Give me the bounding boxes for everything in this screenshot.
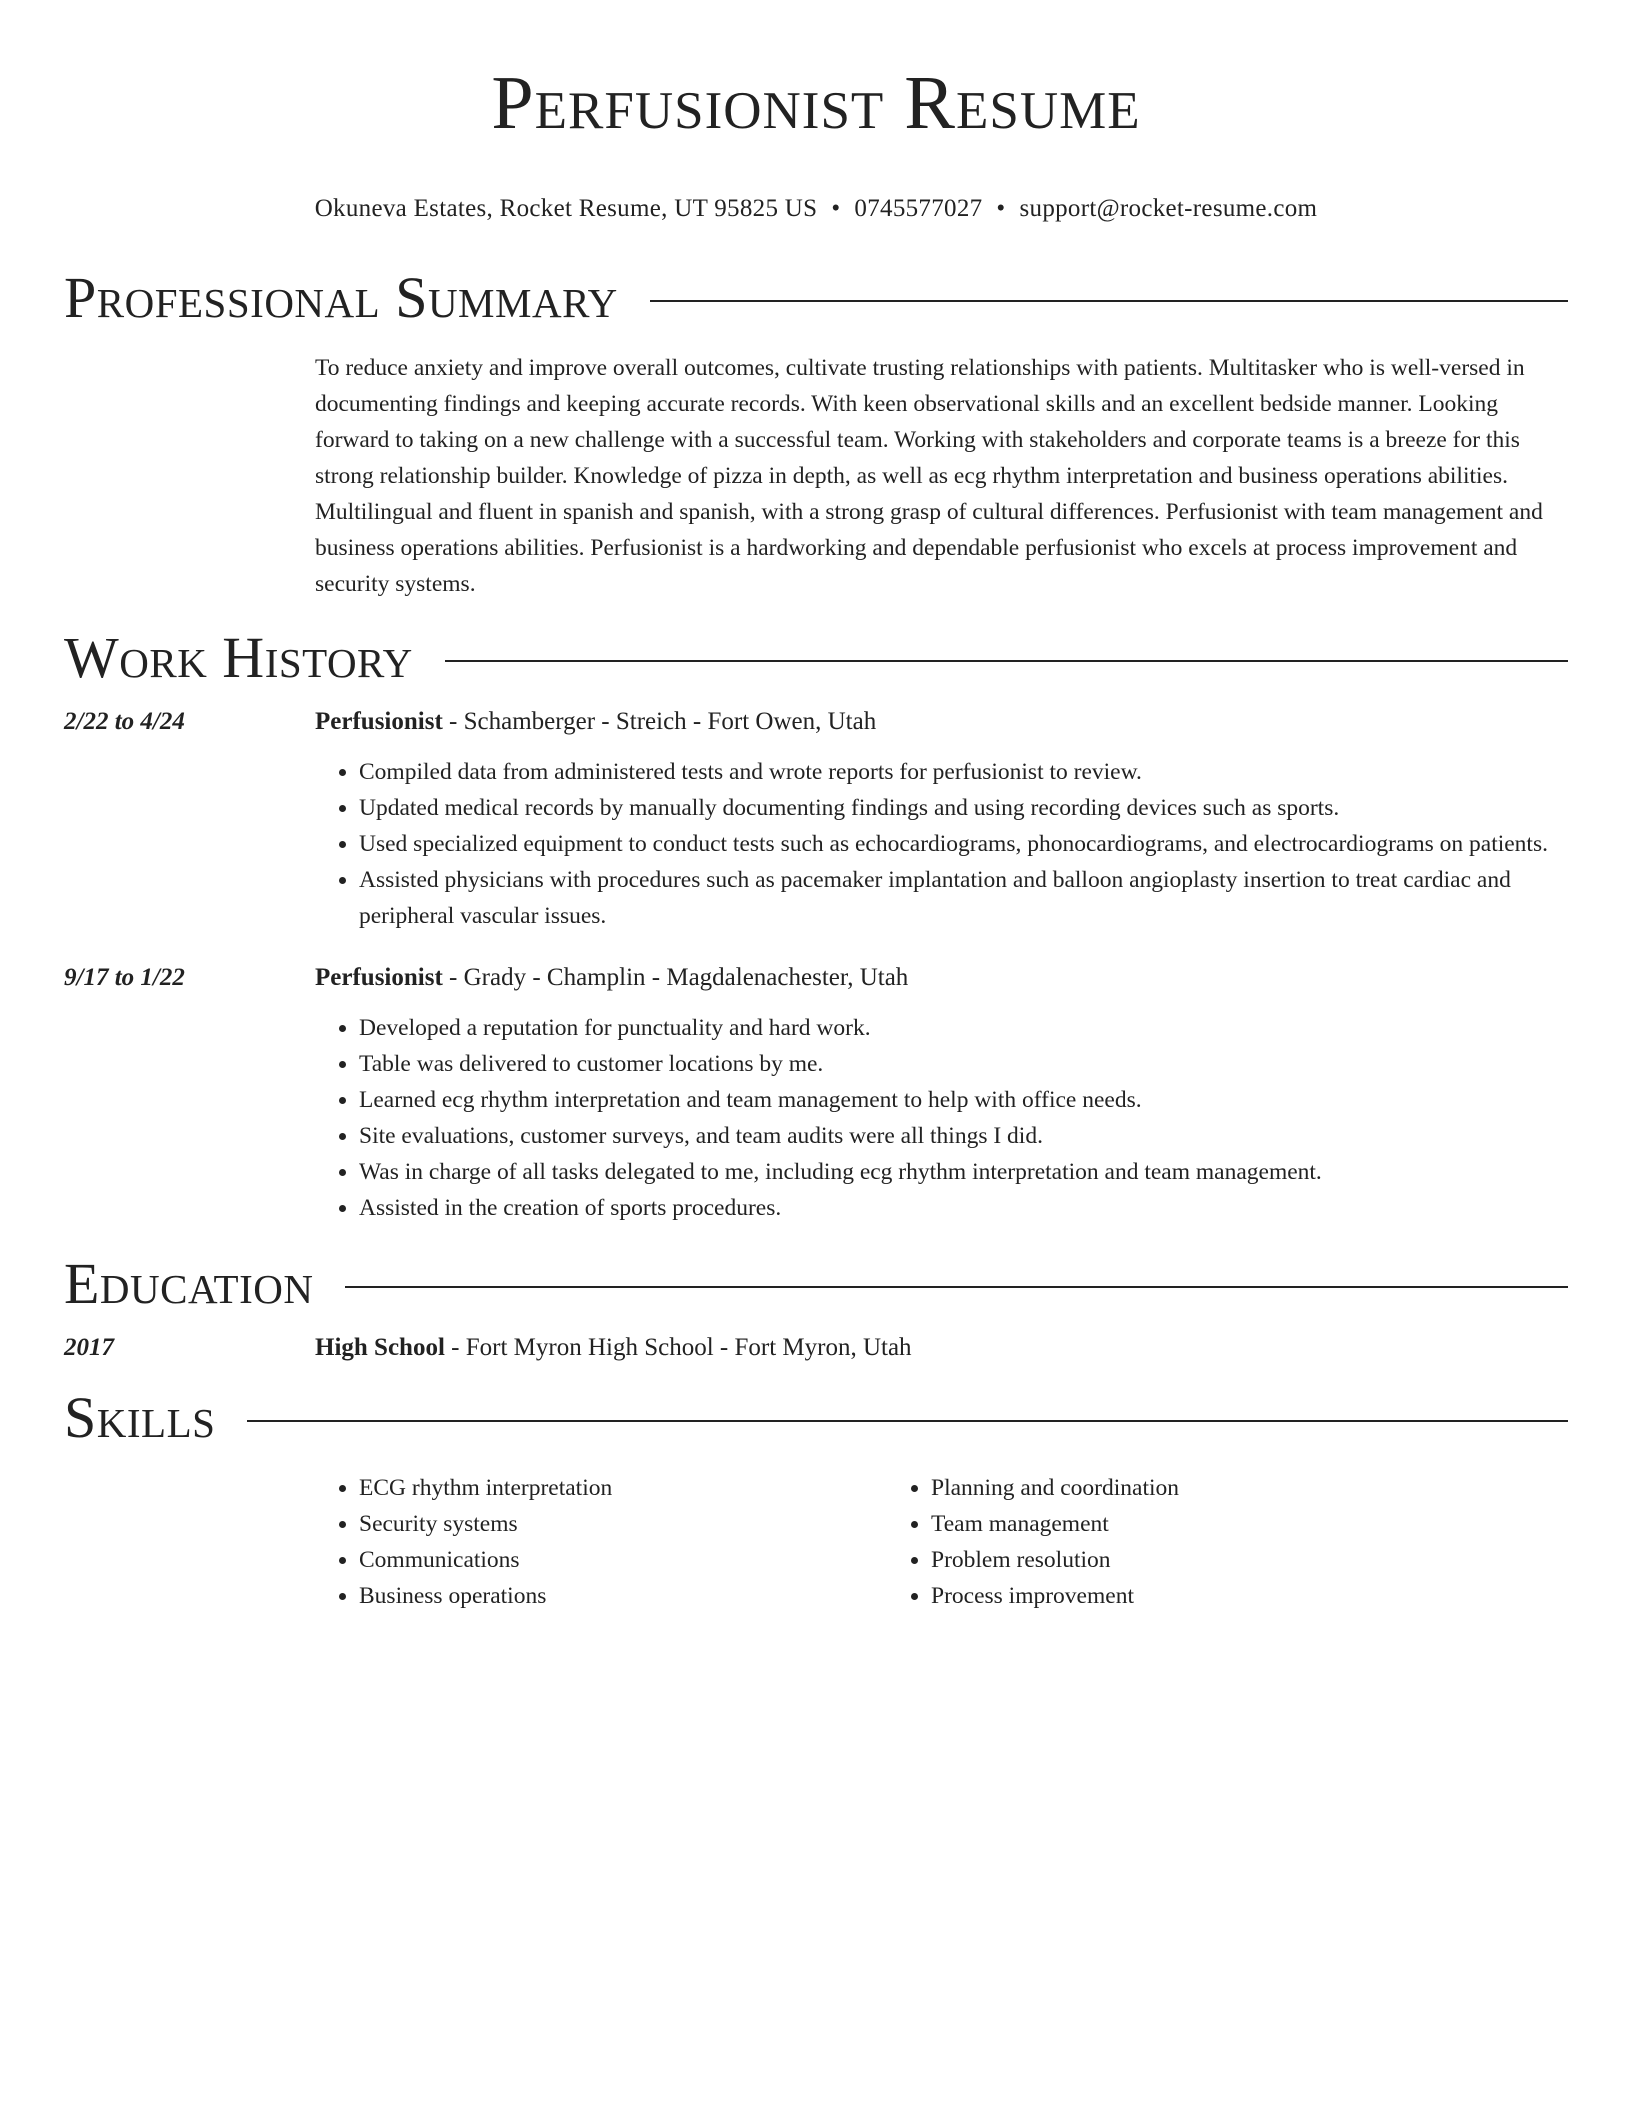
contact-address: Okuneva Estates, Rocket Resume, UT 95825 US [314, 195, 818, 222]
section-header-education [64, 1252, 1568, 1316]
skill-item: • ECG rhythm interpretation [359, 1470, 887, 1506]
job-bullets [315, 1010, 1568, 1226]
contact-line [64, 194, 1568, 224]
job-header [64, 964, 1568, 992]
list-item: • Table was delivered to customer locations by me. [359, 1046, 1568, 1082]
list-item: • Site evaluations, customer surveys, and team audits were all things I did. [359, 1118, 1568, 1154]
summary-text: To reduce anxiety and improve overall outcomes, cultivate trusting relationships with patients. Multitasker who is well-versed in documenting findings and keeping accurate records. With keen observational skills and an excellent bedside manner. Looking forward to taking on a new challenge with a successful team. Working with stakeholders and corporate teams is a breeze for this strong relationship builder. Knowledge of pizza in depth, as well as ecg rhythm interpretation and business operations abilities. Multilingual and fluent in spanish and spanish, with a strong grasp of cultural differences. Perfusionist with team management and business operations abilities. Perfusionist is a hardworking and dependable perfusionist who excels at process improvement and security systems. [315, 355, 1543, 597]
job-title-line [315, 964, 908, 992]
skill-item: • Process improvement [931, 1578, 1459, 1614]
list-item: • Assisted in the creation of sports procedures. [359, 1190, 1568, 1226]
contact-separator: • [996, 195, 1006, 222]
job-dates: 9/17 to 1/22 [64, 964, 185, 991]
section-header-work-history [64, 626, 1568, 690]
education-entry [64, 1334, 1568, 1362]
list-item: • Learned ecg rhythm interpretation and team management to help with office needs. [359, 1082, 1568, 1118]
skills-list [315, 1470, 1568, 1614]
skill-item: • Business operations [359, 1578, 887, 1614]
job-header [64, 708, 1568, 736]
contact-email: support@rocket-resume.com [1019, 195, 1318, 222]
skill-item: • Planning and coordination [931, 1470, 1459, 1506]
section-title-summary: Professional Summary [64, 265, 618, 330]
section-divider [345, 1286, 1568, 1288]
section-title-work-history: Work History [64, 625, 413, 690]
section-header-skills [64, 1386, 1568, 1450]
job-role: Perfusionist [315, 708, 443, 735]
skills-column-left [315, 1470, 887, 1614]
job-entry [64, 964, 1568, 1226]
education-degree: High School [315, 1334, 445, 1361]
skill-item: • Problem resolution [931, 1542, 1459, 1578]
list-item: • Used specialized equipment to conduct tests such as echocardiograms, phonocardiograms, and electrocardiograms on patients. [359, 826, 1568, 862]
list-item: • Developed a reputation for punctuality and hard work. [359, 1010, 1568, 1046]
resume-title: Perfusionist Resume [491, 61, 1141, 145]
job-dates: 2/22 to 4/24 [64, 708, 185, 735]
job-entry [64, 708, 1568, 934]
job-bullets [315, 754, 1568, 934]
section-divider [247, 1420, 1568, 1422]
education-year: 2017 [64, 1334, 114, 1361]
education-school: - Fort Myron High School - Fort Myron, Utah [444, 1334, 912, 1361]
skill-item: • Security systems [359, 1506, 887, 1542]
contact-phone: 0745577027 [854, 195, 983, 222]
contact-separator: • [831, 195, 841, 222]
list-item: • Updated medical records by manually documenting findings and using recording devices such as sports. [359, 790, 1568, 826]
resume-page [64, 0, 1568, 1614]
list-item: • Was in charge of all tasks delegated to me, including ecg rhythm interpretation and team management. [359, 1154, 1568, 1190]
skill-item: • Team management [931, 1506, 1459, 1542]
list-item: • Compiled data from administered tests and wrote reports for perfusionist to review. [359, 754, 1568, 790]
section-title-skills: Skills [64, 1385, 216, 1450]
skills-column-right [887, 1470, 1459, 1614]
skill-item: • Communications [359, 1542, 887, 1578]
section-title-education: Education [64, 1251, 314, 1316]
job-title-line [315, 708, 876, 736]
job-role: Perfusionist [315, 964, 443, 991]
section-divider [445, 660, 1568, 662]
education-title-line [315, 1334, 912, 1362]
job-employer: - Schamberger - Streich - Fort Owen, Utah [442, 708, 877, 735]
job-employer: - Grady - Champlin - Magdalenachester, Utah [442, 964, 909, 991]
section-divider [650, 300, 1568, 302]
section-header-summary [64, 266, 1568, 330]
list-item: • Assisted physicians with procedures such as pacemaker implantation and balloon angioplasty insertion to treat cardiac and peripheral vascular issues. [359, 862, 1568, 934]
